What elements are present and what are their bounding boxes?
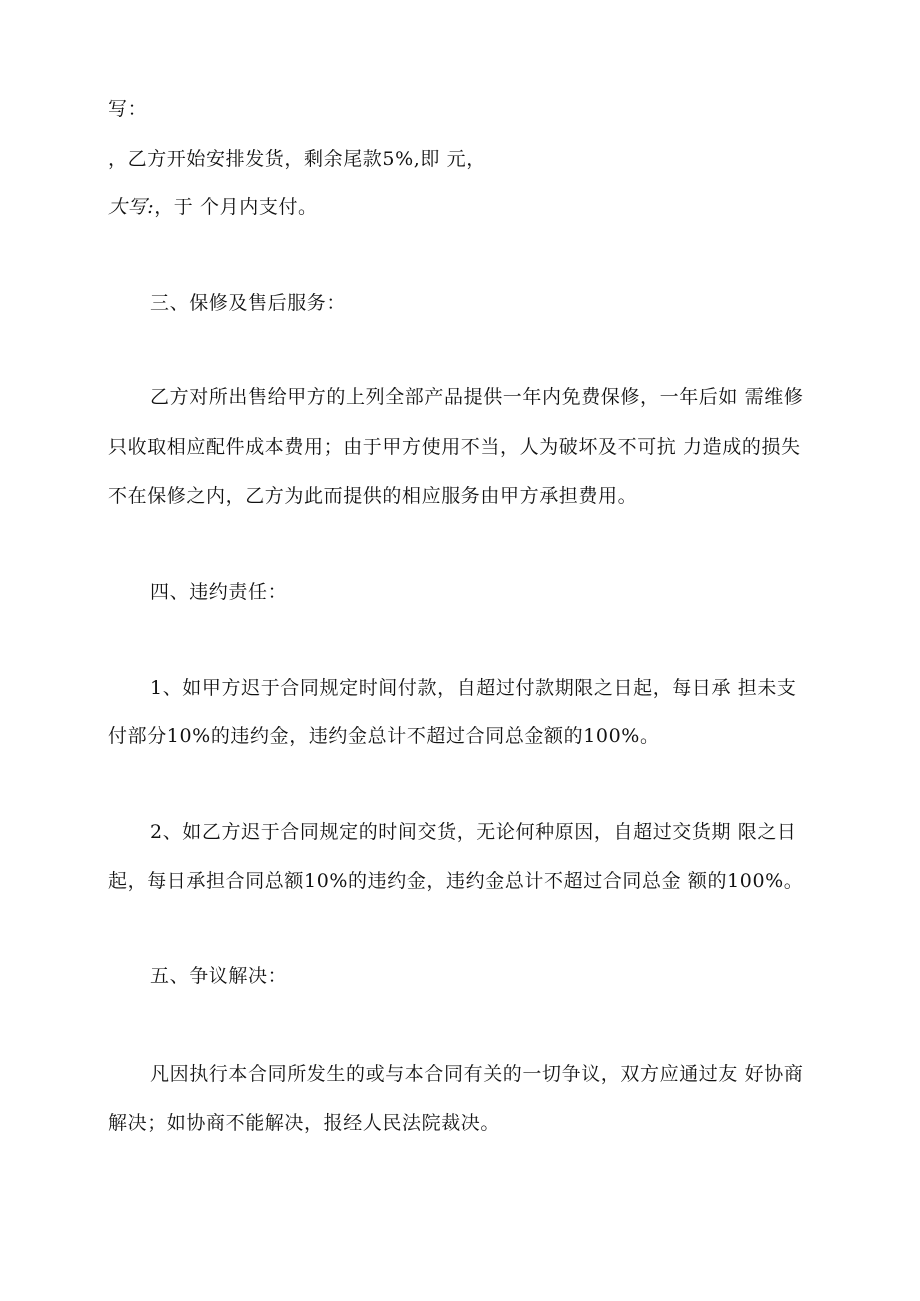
warranty-line-3: 不在保修之内，乙方为此而提供的相应服务由甲方承担费用。	[108, 485, 638, 507]
dispute-line-1: 凡因执行本合同所发生的或与本合同有关的一切争议，双方应通过友 好协商	[150, 1063, 804, 1085]
payment-line-2: ，乙方开始安排发货，剩余尾款5%,即 元，	[108, 148, 486, 170]
dispute-heading: 五、争议解决：	[150, 965, 288, 987]
liability-heading: 四、违约责任：	[150, 581, 288, 603]
liability-clause-1-line-1: 1、如甲方迟于合同规定时间付款，自超过付款期限之日起，每日承 担未支	[150, 677, 797, 699]
warranty-line-1: 乙方对所出售给甲方的上列全部产品提供一年内免费保修，一年后如 需维修	[150, 386, 804, 408]
liability-clause-1-line-2: 付部分10%的违约金，违约金总计不超过合同总金额的100%。	[108, 725, 660, 747]
liability-clause-2-line-2: 起，每日承担合同总额10%的违约金，违约金总计不超过合同总金 额的100%。	[108, 870, 804, 892]
payment-line-3	[108, 195, 318, 219]
dispute-line-2: 解决；如协商不能解决，报经人民法院裁决。	[108, 1112, 501, 1134]
payment-line-1: 写：	[108, 98, 148, 120]
payment-uppercase-label: 大写:	[108, 196, 155, 218]
warranty-heading: 三、保修及售后服务：	[150, 292, 347, 314]
payment-line-3-text: ，于 个月内支付。	[154, 196, 318, 218]
warranty-line-2: 只收取相应配件成本费用；由于甲方使用不当，人为破坏及不可抗 力造成的损失	[108, 436, 801, 458]
liability-clause-2-line-1: 2、如乙方迟于合同规定的时间交货，无论何种原因，自超过交货期 限之日	[150, 821, 797, 843]
